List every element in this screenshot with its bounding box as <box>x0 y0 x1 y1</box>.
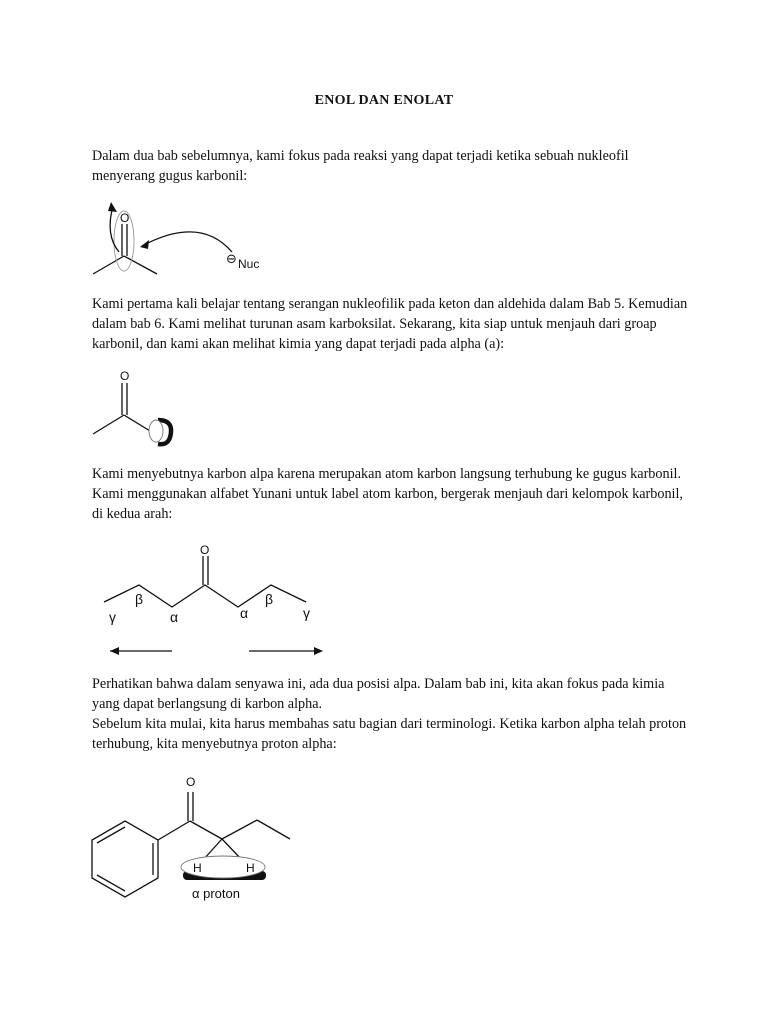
oxygen-atom-label: O <box>120 369 130 383</box>
paragraph-2: Kami pertama kali belajar tentang serangan nukleofilik pada keton dan aldehida dalam Bab 5. Kemudian dalam bab 6. Kami melihat turunan asam karboksilat. Sekarang, kita siap untuk menjauh dari groap karbonil, dan kami akan melihat kimia yang dapat terjadi pada alpha (a): <box>92 296 688 352</box>
gamma-label-right: γ <box>303 605 310 621</box>
figure-greek-labels <box>0 540 768 660</box>
gamma-label-left: γ <box>109 609 116 625</box>
paragraph-3: Kami menyebutnya karbon alpa karena merupakan atom karbon langsung terhubung ke gugus karbonil. Kami menggunakan alfabet Yunani untuk label atom karbon, bergerak menjauh dari kelompok karbonil, di kedua arah: <box>92 466 683 522</box>
oxygen-atom-label: O <box>120 211 130 225</box>
alpha-label-left: α <box>170 609 179 625</box>
oxygen-atom-label: O <box>200 543 210 557</box>
page-title: ENOL DAN ENOLAT <box>314 93 454 108</box>
paragraph-5: Sebelum kita mulai, kita harus membahas satu bagian dari terminologi. Ketika karbon alpha telah proton terhubung, kita menyebutnya proton alpha: <box>92 716 687 752</box>
negative-charge-symbol: ⊖ <box>226 251 237 266</box>
figure-alpha-carbon <box>0 368 768 448</box>
hydrogen-label-left: H <box>193 861 202 875</box>
beta-label-left: β <box>135 591 144 607</box>
oxygen-atom-label: O <box>186 775 196 789</box>
paragraph-1: Dalam dua bab sebelumnya, kami fokus pada reaksi yang dapat terjadi ketika sebuah nukleofil menyerang gugus karbonil: <box>92 148 629 184</box>
alpha-proton-caption: α proton <box>192 886 240 901</box>
hydrogen-label-right: H <box>246 861 255 875</box>
figure-nucleophilic-attack <box>0 200 768 290</box>
alpha-label-right: α <box>240 605 249 621</box>
nucleophile-label: Nuc <box>238 257 260 271</box>
paragraph-4: Perhatikan bahwa dalam senyawa ini, ada dua posisi alpa. Dalam bab ini, kita akan fokus pada kimia yang dapat berlangsung di karbon alpha. <box>92 676 665 712</box>
beta-label-right: β <box>265 591 274 607</box>
figure-alpha-protons <box>0 770 768 910</box>
